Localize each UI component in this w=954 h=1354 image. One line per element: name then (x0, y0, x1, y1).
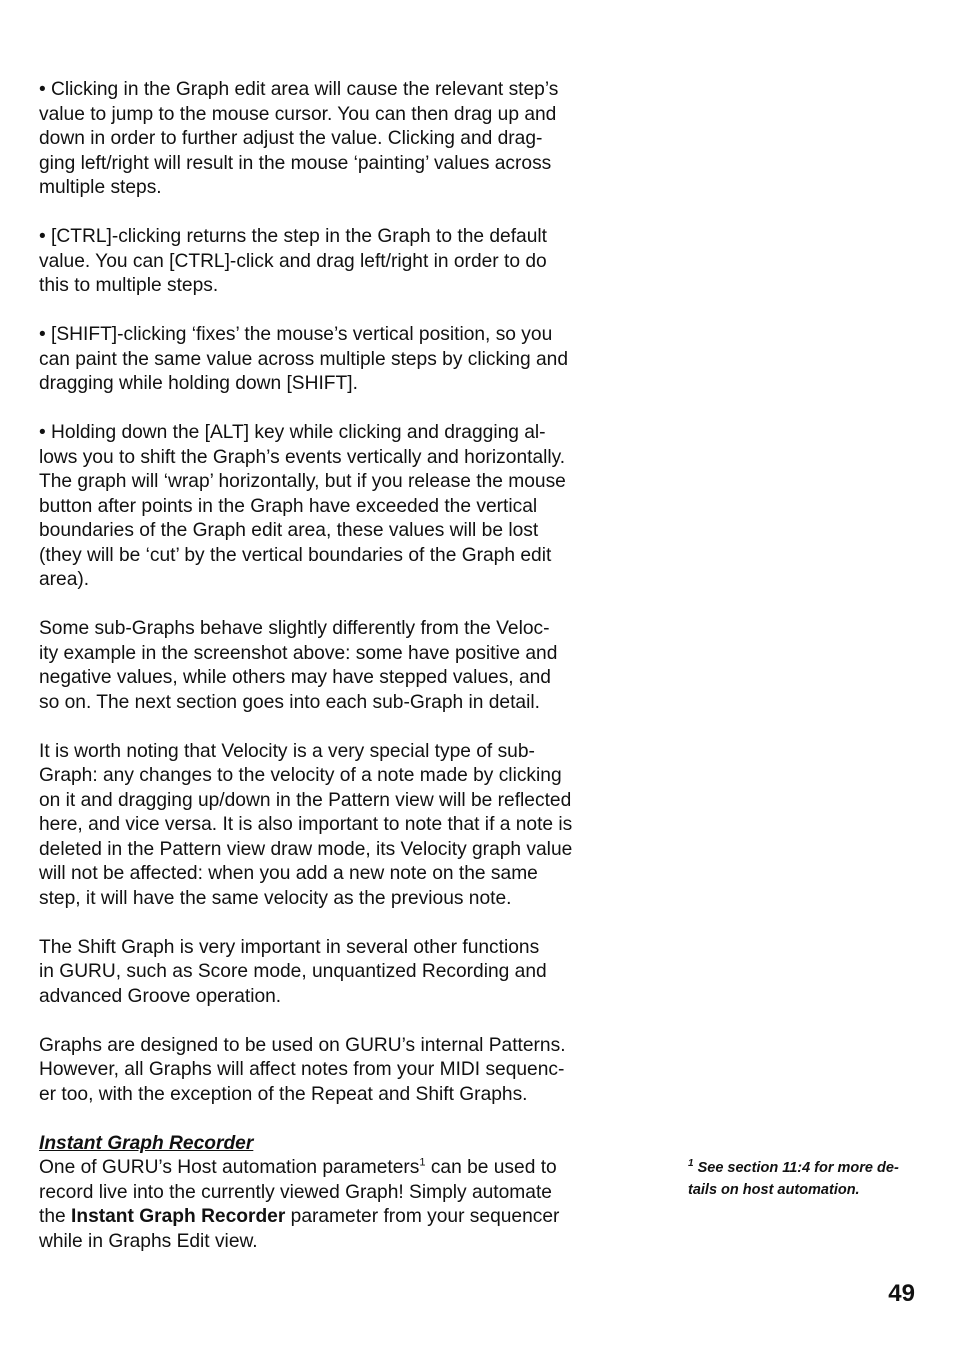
paragraph-velocity: It is worth noting that Velocity is a very special type of sub- Graph: any changes to the velocity of a note made by clicking on it and dragging up/down in the Pattern view will be reflected here, and vice versa. It is also important to note that if a note is deleted in the Pattern view draw mode, its Velocity graph value will not be affected: when you add a new note on the same step, it will have the same velocity as the previous note. (39, 740, 573, 909)
paragraph-alt-drag: • Holding down the [ALT] key while clicking and dragging al- lows you to shift the Graph’s events vertically and horizontally. The graph will ‘wrap’ horizontally, but if you release the mouse button after points in the Graph have exceeded the vertical boundaries of the Graph edit area, these values will be lost (they will be ‘cut’ by the vertical boundaries of the Graph edit area). (39, 422, 566, 590)
paragraph-shift-click: • [SHIFT]-clicking ‘fixes’ the mouse’s vertical position, so you can paint the same value across multiple steps by clicking and dragging while holding down [SHIFT]. (39, 324, 568, 394)
section-text-start: One of GURU’s Host automation parameters (39, 1157, 420, 1178)
paragraph-ctrl-click: • [CTRL]-clicking returns the step in the Graph to the default value. You can [CTRL]-click and drag left/right in order to do this to multiple steps. (39, 226, 547, 296)
section-heading: Instant Graph Recorder (39, 1132, 254, 1154)
footnote-reference: 1 (419, 1156, 426, 1169)
footnote-mark: 1 (688, 1158, 694, 1170)
page-number: 49 (888, 1280, 915, 1307)
paragraph-graph-patterns: Graphs are designed to be used on GURU’s internal Patterns. However, all Graphs will affect notes from your MIDI sequenc- er too, with the exception of the Repeat and Shift Graphs. (39, 1034, 566, 1105)
paragraph-sub-graphs: Some sub-Graphs behave slightly differently from the Veloc- ity example in the screenshot above: some have positive and negative values, while others may have stepped values, and so on. The next section goes into each sub-Graph in detail. (39, 618, 558, 713)
section-text-middle: can be used to record live into the currently viewed Graph! Simply automate the (39, 1157, 557, 1227)
section-text-end: parameter from your sequencer while in Graphs Edit view. (39, 1206, 560, 1252)
footnote (688, 1158, 918, 1201)
paragraph-shift-graph: The Shift Graph is very important in several other functions in GURU, such as Score mode, unquantized Recording and advanced Groove operation. (39, 936, 547, 1007)
section-paragraph (39, 1156, 609, 1254)
main-text-column (39, 78, 609, 1254)
bold-term: Instant Graph Recorder (71, 1206, 286, 1227)
paragraph-graph-click: • Clicking in the Graph edit area will cause the relevant step’s value to jump to the mouse cursor. You can then drag up and down in order to further adjust the value. Clicking and drag- ging left/right will result in the mouse ‘painting’ values across multiple steps. (39, 79, 559, 198)
footnote-text: See section 11:4 for more de- tails on host automation. (688, 1160, 899, 1198)
